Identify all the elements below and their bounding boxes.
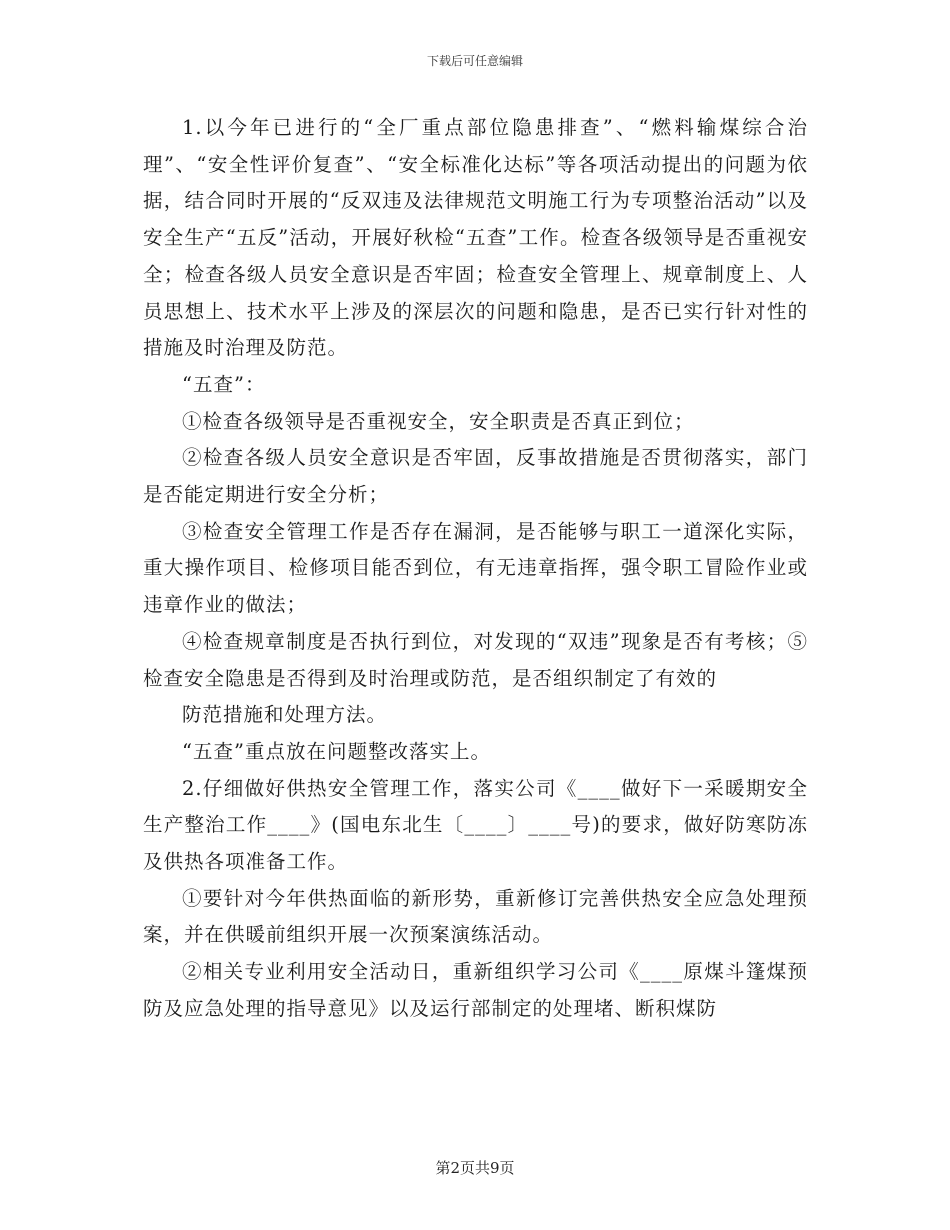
paragraph-item-2: ②检查各级人员安全意识是否牢固，反事故措施是否贯彻落实，部门是否能定期进行安全分析； <box>143 446 808 507</box>
paragraph-wucha-focus: “五查”重点放在问题整改落实上。 <box>182 739 491 763</box>
document-body <box>143 110 808 1028</box>
paragraph-2-item-2: ②相关专业利用安全活动日，重新组织学习公司《____原煤斗篷煤预防及应急处理的指导意见》以及运行部制定的处理堵、断积煤防 <box>143 960 808 1020</box>
paragraph-wucha-title: “五查”： <box>182 372 266 396</box>
page-footer: 第2页共9页 <box>435 1159 515 1177</box>
page-header: 下载后可任意编辑 <box>426 54 523 68</box>
paragraph-continuation: 防范措施和处理方法。 <box>182 703 388 727</box>
paragraph-2-item-1: ①要针对今年供热面临的新形势，重新修订完善供热安全应急处理预案，并在供暖前组织开展一次预案演练活动。 <box>143 886 808 947</box>
paragraph-item-4-5: ④检查规章制度是否执行到位，对发现的“双违”现象是否有考核；⑤检查安全隐患是否得到及时治理或防范，是否组织制定了有效的 <box>143 629 808 690</box>
paragraph-item-3: ③检查安全管理工作是否存在漏洞，是否能够与职工一道深化实际，重大操作项目、检修项目能否到位，有无违章指挥，强令职工冒险作业或违章作业的做法； <box>143 519 808 617</box>
paragraph-item-1: ①检查各级领导是否重视安全，安全职责是否真正到位； <box>182 409 695 433</box>
paragraph-1: 1.以今年已进行的“全厂重点部位隐患排查”、“燃料输煤综合治理”、“安全性评价复查”、“安全标准化达标”等各项活动提出的问题为依据，结合同时开展的“反双违及法律规范文明施工行为专项整治活动”以及安全生产“五反”活动，开展好秋检“五查”工作。检查各级领导是否重视安全；检查各级人员安全意识是否牢固；检查安全管理上、规章制度上、人员思想上、技术水平上涉及的深层次的问题和隐患，是否已实行针对性的措施及时治理及防范。 <box>143 116 808 360</box>
paragraph-2: 2.仔细做好供热安全管理工作，落实公司《____做好下一采暖期安全生产整治工作____》(国电东北生〔____〕____号)的要求，做好防寒防冻及供热各项准备工作。 <box>143 776 808 874</box>
